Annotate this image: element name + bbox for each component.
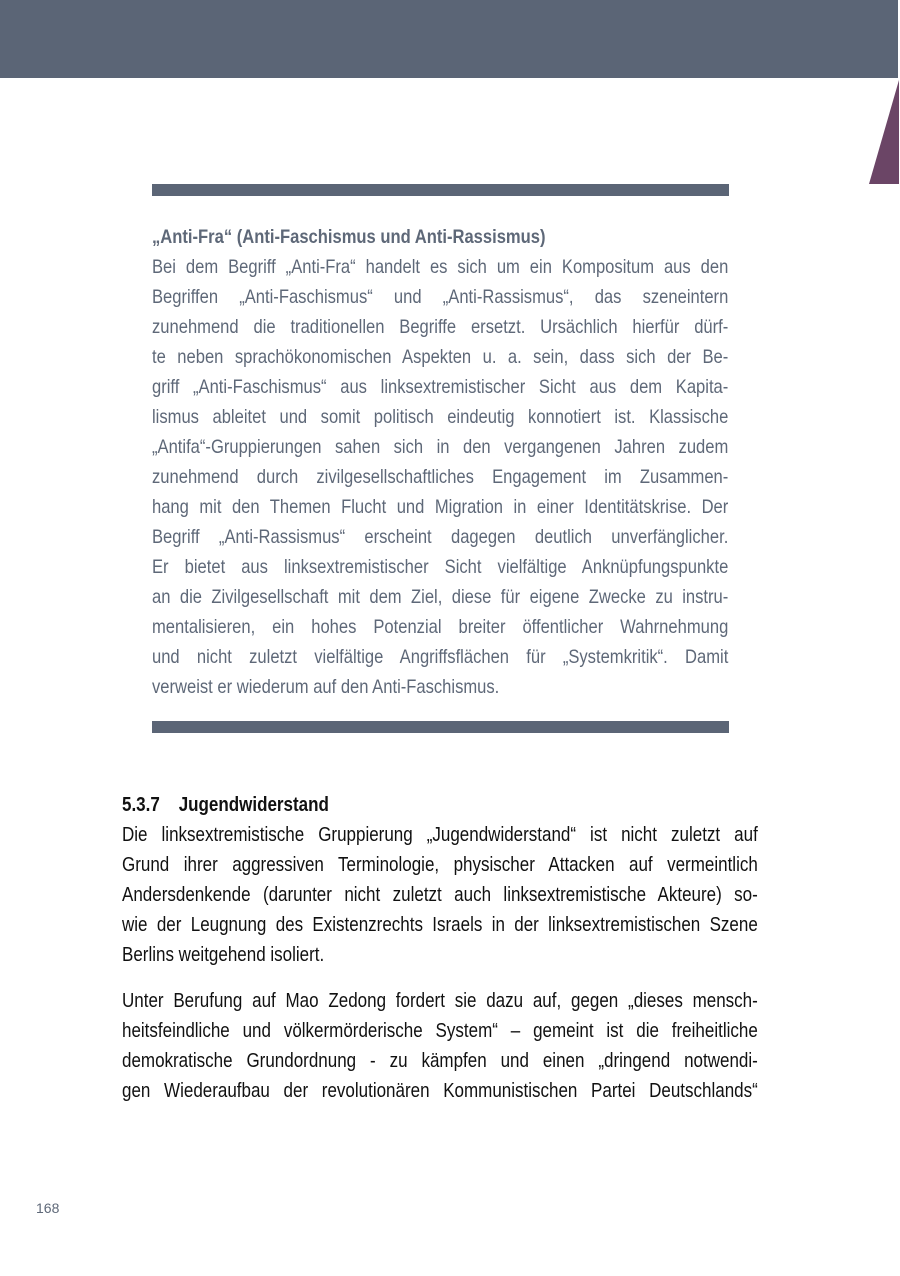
info-box-line: Bei dem Begriff „Anti-Fra“ handelt es sich um ein Kompositum aus den [152,256,729,278]
paragraph-line: Berlins weitgehend isoliert. [122,944,325,966]
section-heading: 5.3.7 Jugendwiderstand [122,794,329,816]
section-jugendwiderstand [122,790,758,1106]
info-box-line: te neben sprachökonomischen Aspekten u. a. sein, dass sich der Be- [152,346,729,368]
info-box-line: Er bietet aus linksextremistischer Sicht vielfältige Anknüpfungspunkte [152,556,729,578]
paragraph-line: wie der Leugnung des Existenzrechts Israels in der linksextremistischen Szene [122,914,758,936]
paragraph-line: Die linksextremistische Gruppierung „Jugendwiderstand“ ist nicht zuletzt auf [122,824,758,846]
info-box-line: zunehmend durch zivilgesellschaftliches Engagement im Zusammen- [152,466,729,488]
info-box-line: Begriff „Anti-Rassismus“ erscheint dagegen deutlich unverfänglicher. [152,526,729,548]
info-box-line: an die Zivilgesellschaft mit dem Ziel, diese für eigene Zwecke zu instru- [152,586,729,608]
info-box-line: griff „Anti-Faschismus“ aus linksextremistischer Sicht aus dem Kapita- [152,376,729,398]
chapter-tab-marker [869,80,899,184]
page-number: 168 [36,1200,60,1216]
info-box-line: hang mit den Themen Flucht und Migration in einer Identitätskrise. Der [152,496,729,518]
paragraph-line: gen Wiederaufbau der revolutionären Kommunistischen Partei Deutschlands“ [122,1080,758,1102]
box-top-rule [152,184,729,196]
paragraph-line: heitsfeindliche und völkermörderische System“ – gemeint ist die freiheitliche [122,1020,758,1042]
info-box-line: Begriffen „Anti-Faschismus“ und „Anti-Rassismus“, das szeneintern [152,286,729,308]
paragraph-line: Andersdenkende (darunter nicht zuletzt auch linksextremistische Akteure) so- [122,884,758,906]
info-box-line: und nicht zuletzt vielfältige Angriffsflächen für „Systemkritik“. Damit [152,646,729,668]
info-box-line: verweist er wiederum auf den Anti-Faschismus. [152,676,500,698]
info-box-line: zunehmend die traditionellen Begriffe ersetzt. Ursächlich hierfür dürf- [152,316,729,338]
info-box-line: mentalisieren, ein hohes Potenzial breiter öffentlicher Wahrnehmung [152,616,729,638]
box-bottom-rule [152,721,729,733]
paragraph-line: Unter Berufung auf Mao Zedong fordert sie dazu auf, gegen „dieses mensch- [122,990,758,1012]
info-box-line: lismus ableitet und somit politisch eindeutig konnotiert ist. Klassische [152,406,729,428]
header-band [0,0,898,78]
info-box-line: „Antifa“-Gruppierungen sahen sich in den vergangenen Jahren zudem [152,436,729,458]
info-box-title: „Anti-Fra“ (Anti-Faschismus und Anti-Rassismus) [152,226,546,248]
paragraph-line: demokratische Grundordnung - zu kämpfen und einen „dringend notwendi- [122,1050,758,1072]
paragraph-line: Grund ihrer aggressiven Terminologie, physischer Attacken auf vermeintlich [122,854,758,876]
info-box [152,222,728,702]
